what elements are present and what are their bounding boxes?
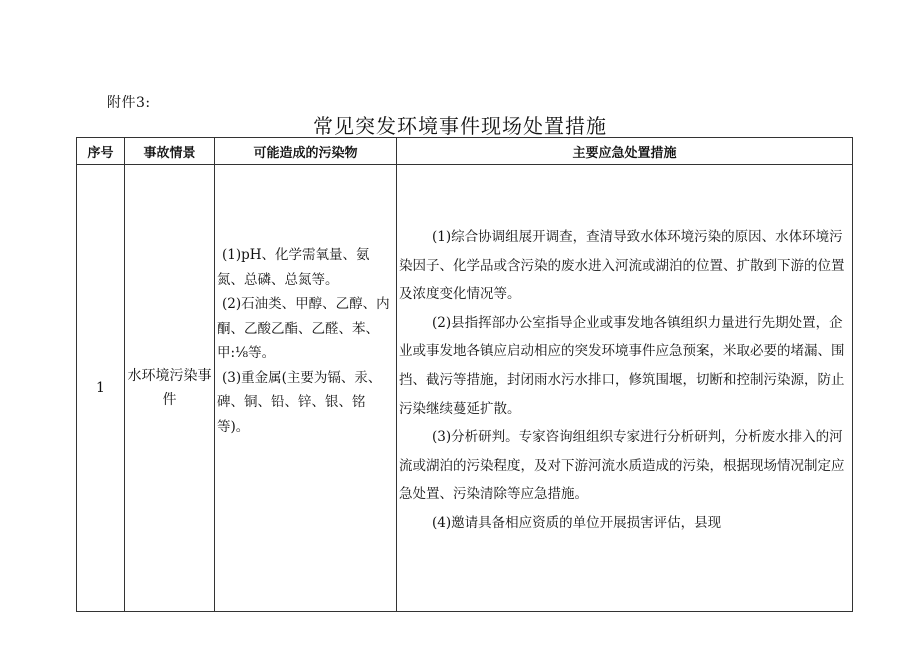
row-number-cell: 1 <box>77 165 125 612</box>
document-title: 常见突发环境事件现场处置措施 <box>313 114 607 138</box>
table-header-row <box>77 138 853 165</box>
table-row <box>77 165 853 612</box>
measure-item: (3)分析研判。专家咨询组组织专家进行分析研判，分析废水排入的河流或湖泊的污染程度，及对下游河流水质造成的污染，根据现场情况制定应急处置、污染清除等应急措施。 <box>399 429 845 503</box>
column-header-no: 序号 <box>77 138 125 165</box>
measures-cell <box>397 165 853 612</box>
pollutant-item: (2)石油类、甲醇、乙醇、内酮、乙酸乙酯、乙醛、苯、甲:⅛等。 <box>217 296 390 361</box>
column-header-measures: 主要应急处置措施 <box>397 138 853 165</box>
attachment-label: 附件3: <box>107 95 151 111</box>
measure-item: (2)县指挥部办公室指导企业或事发地各镇组织力量进行先期处置，企业或事发地各镇应启动相应的突发环境事件应急预案，米取必要的堵漏、围挡、截污等措施，封闭雨水污水排口，修筑围堰，切断和控制污染源，防止污染继续蔓延扩散。 <box>399 314 845 417</box>
column-header-pollutants: 可能造成的污染物 <box>215 138 397 165</box>
column-header-scenario: 事故情景 <box>125 138 215 165</box>
pollutant-item: (1)pH、化学需氧量、氨氮、总磷、总氮等。 <box>217 247 370 288</box>
measure-item: (4)邀请具备相应资质的单位开展损害评估，县现 <box>432 514 722 531</box>
measures-table <box>76 137 853 612</box>
measure-item: (1)综合协调组展开调查，查清导致水体环境污染的原因、水体环境污染因子、化学品或含污染的废水进入河流或湖泊的位置、扩散到下游的位置及浓度变化情况等。 <box>399 229 845 303</box>
pollutants-cell <box>215 165 397 612</box>
scenario-cell: 水环境污染事件 <box>125 165 215 612</box>
pollutant-item: (3)重金属(主要为镉、汞、碑、铜、铅、锌、银、铭等)。 <box>217 369 382 435</box>
